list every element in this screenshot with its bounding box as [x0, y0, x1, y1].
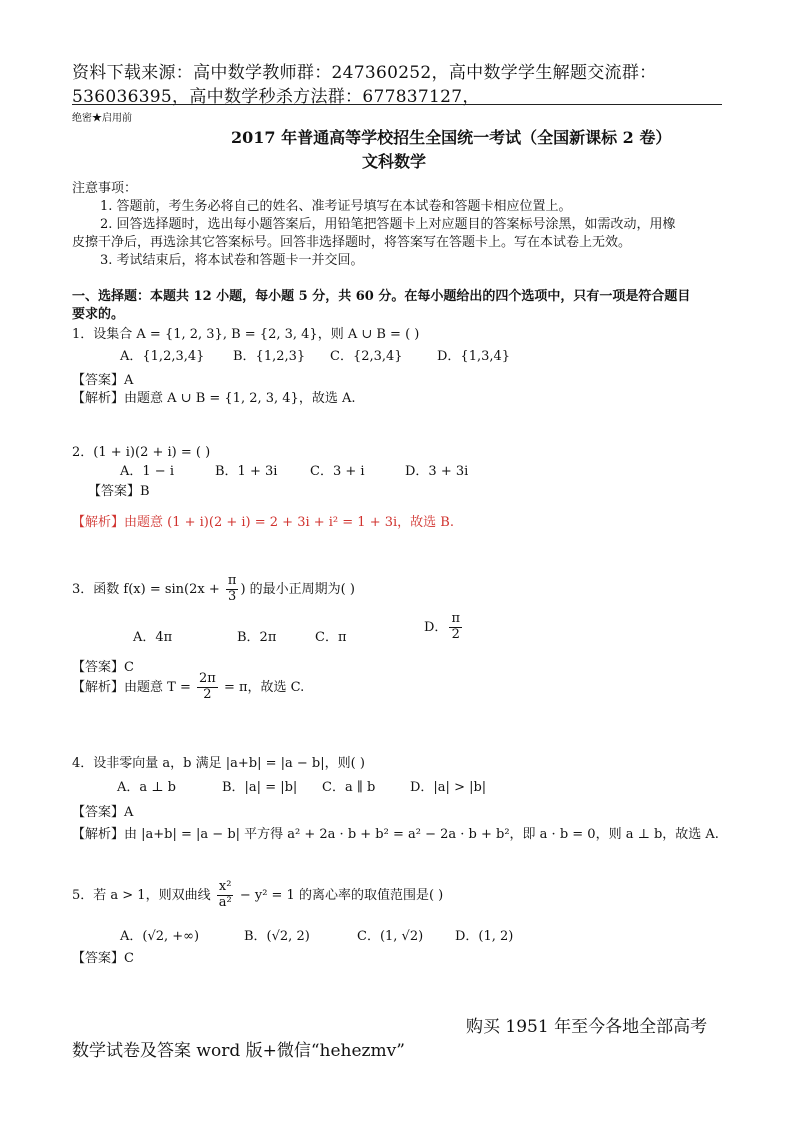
- q3-option-c: C．π: [315, 630, 347, 645]
- q2-option-d: D．3 + 3i: [405, 464, 469, 479]
- q5-option-d: D．(1, 2): [455, 929, 514, 944]
- q1-option-a: A．{1,2,3,4}: [120, 349, 205, 364]
- q3-frac-den: 3: [228, 588, 237, 604]
- q1-option-d: D．{1,3,4}: [437, 349, 511, 364]
- q5-answer-value: C: [124, 951, 134, 966]
- note-3: 3. 考试结束后，将本试卷和答题卡一并交回。: [100, 253, 364, 268]
- q3-analysis-num: 2π: [198, 671, 216, 686]
- q3-analysis-den: 2: [203, 686, 212, 702]
- analysis-label: 【解析】: [72, 515, 125, 530]
- q3-optd-num: π: [451, 611, 460, 626]
- q4-analysis-text: 由 |a+b| = |a − b| 平方得 a² + 2a · b + b² = a² − 2a · b + b²，即 a · b = 0，则 a ⊥ b，故选 A.: [124, 827, 719, 842]
- q4-option-d: D．|a| > |b|: [410, 780, 487, 795]
- q5-stem: [72, 880, 443, 911]
- header-line-2: 536036395，高中数学秒杀方法群：677837127，: [72, 87, 480, 107]
- q3-optd-den: 2: [451, 626, 460, 642]
- answer-label: 【答案】: [72, 805, 125, 820]
- q3-stem-post: ) 的最小正周期为( ): [240, 581, 355, 597]
- q1-stem: 1．设集合 A = {1, 2, 3}, B = {2, 3, 4}，则 A ∪ B = ( ): [72, 327, 420, 342]
- q2-answer-value: B: [140, 484, 150, 499]
- notes-heading: 注意事项：: [72, 181, 138, 196]
- q3-analysis: [72, 672, 304, 703]
- q4-stem: 4．设非零向量 a，b 满足 |a+b| = |a − b|，则( ): [72, 756, 365, 771]
- analysis-label: 【解析】: [72, 827, 125, 842]
- section-heading-1: 一、选择题：本题共 12 小题，每小题 5 分，共 60 分。在每小题给出的四个选项中，只有一项是符合题目: [72, 289, 691, 304]
- q3-optd-fraction: [449, 612, 462, 643]
- note-2b: 皮擦干净后，再选涂其它答案标号。回答非选择题时，将答案写在答题卡上。写在本试卷上无效。: [72, 235, 632, 250]
- confidential-mark: 绝密★启用前: [72, 113, 132, 124]
- answer-label: 【答案】: [88, 484, 141, 499]
- q3-analysis-post: = π，故选 C.: [219, 679, 305, 695]
- q5-stem-post: − y² = 1 的离心率的取值范围是( ): [235, 887, 444, 903]
- footer-line-1: 购买 1951 年至今各地全部高考: [466, 1017, 708, 1037]
- q4-option-b: B．|a| = |b|: [222, 780, 298, 795]
- q4-answer-value: A: [124, 805, 134, 820]
- q5-answer: [72, 947, 134, 966]
- q3-stem-pre: 3．函数 f(x) = sin(2x +: [72, 581, 224, 597]
- q4-answer: [72, 801, 133, 820]
- q1-analysis: [72, 387, 355, 406]
- q3-fraction: [226, 574, 239, 605]
- exam-title: 2017 年普通高等学校招生全国统一考试（全国新课标 2 卷）: [231, 128, 672, 147]
- q5-fraction: [217, 880, 234, 911]
- q3-stem: [72, 574, 355, 605]
- q3-option-a: A．4π: [133, 630, 173, 645]
- q2-stem: 2．(1 + i)(2 + i) = ( ): [72, 445, 211, 460]
- section-heading-2: 要求的。: [72, 307, 125, 322]
- note-2a: 2. 回答选择题时，选出每小题答案后，用铅笔把答题卡上对应题目的答案标号涂黑，如需改动，用橡: [100, 217, 676, 232]
- q2-option-a: A．1 − i: [120, 464, 174, 479]
- analysis-label: 【解析】: [72, 679, 125, 695]
- header-line-1: 资料下载来源：高中数学教师群：247360252，高中数学学生解题交流群：: [72, 63, 657, 83]
- q2-answer: [88, 480, 150, 499]
- q2-analysis: [72, 511, 454, 530]
- q5-option-b: B．(√2, 2): [244, 929, 310, 944]
- q5-stem-pre: 5．若 a > 1，则双曲线: [72, 887, 215, 903]
- note-1: 1. 答题前，考生务必将自己的姓名、准考证号填写在本试卷和答题卡相应位置上。: [100, 199, 572, 214]
- q5-frac-num: x²: [218, 879, 232, 894]
- q1-option-c: C．{2,3,4}: [330, 349, 403, 364]
- answer-label: 【答案】: [72, 951, 125, 966]
- q3-answer-value: C: [124, 660, 134, 675]
- q5-frac-den: a²: [218, 894, 232, 910]
- header-divider: [72, 104, 722, 105]
- q3-option-d: [424, 612, 464, 643]
- q3-analysis-pre: 由题意 T =: [124, 679, 195, 695]
- q1-analysis-text: 由题意 A ∪ B = {1, 2, 3, 4}，故选 A.: [124, 391, 356, 406]
- q2-analysis-text: 由题意 (1 + i)(2 + i) = 2 + 3i + i² = 1 + 3i，故选 B.: [124, 515, 454, 530]
- q4-option-a: A．a ⊥ b: [117, 780, 176, 795]
- q3-analysis-fraction: [197, 672, 218, 703]
- q1-answer-value: A: [124, 373, 134, 388]
- answer-label: 【答案】: [72, 660, 125, 675]
- q1-option-b: B．{1,2,3}: [233, 349, 306, 364]
- footer-line-2: 数学试卷及答案 word 版+微信“hehezmv”: [72, 1041, 405, 1061]
- answer-label: 【答案】: [72, 373, 125, 388]
- q2-option-c: C．3 + i: [310, 464, 365, 479]
- exam-subtitle: 文科数学: [362, 152, 427, 171]
- q1-answer: [72, 369, 133, 388]
- q2-option-b: B．1 + 3i: [215, 464, 278, 479]
- q4-option-c: C．a ∥ b: [322, 780, 376, 795]
- q3-optd-label: D．: [424, 619, 448, 635]
- q5-option-a: A．(√2, +∞): [120, 929, 200, 944]
- q3-option-b: B．2π: [237, 630, 277, 645]
- analysis-label: 【解析】: [72, 391, 125, 406]
- q5-option-c: C．(1, √2): [357, 929, 424, 944]
- q3-frac-num: π: [227, 573, 237, 588]
- q4-analysis: [72, 823, 719, 842]
